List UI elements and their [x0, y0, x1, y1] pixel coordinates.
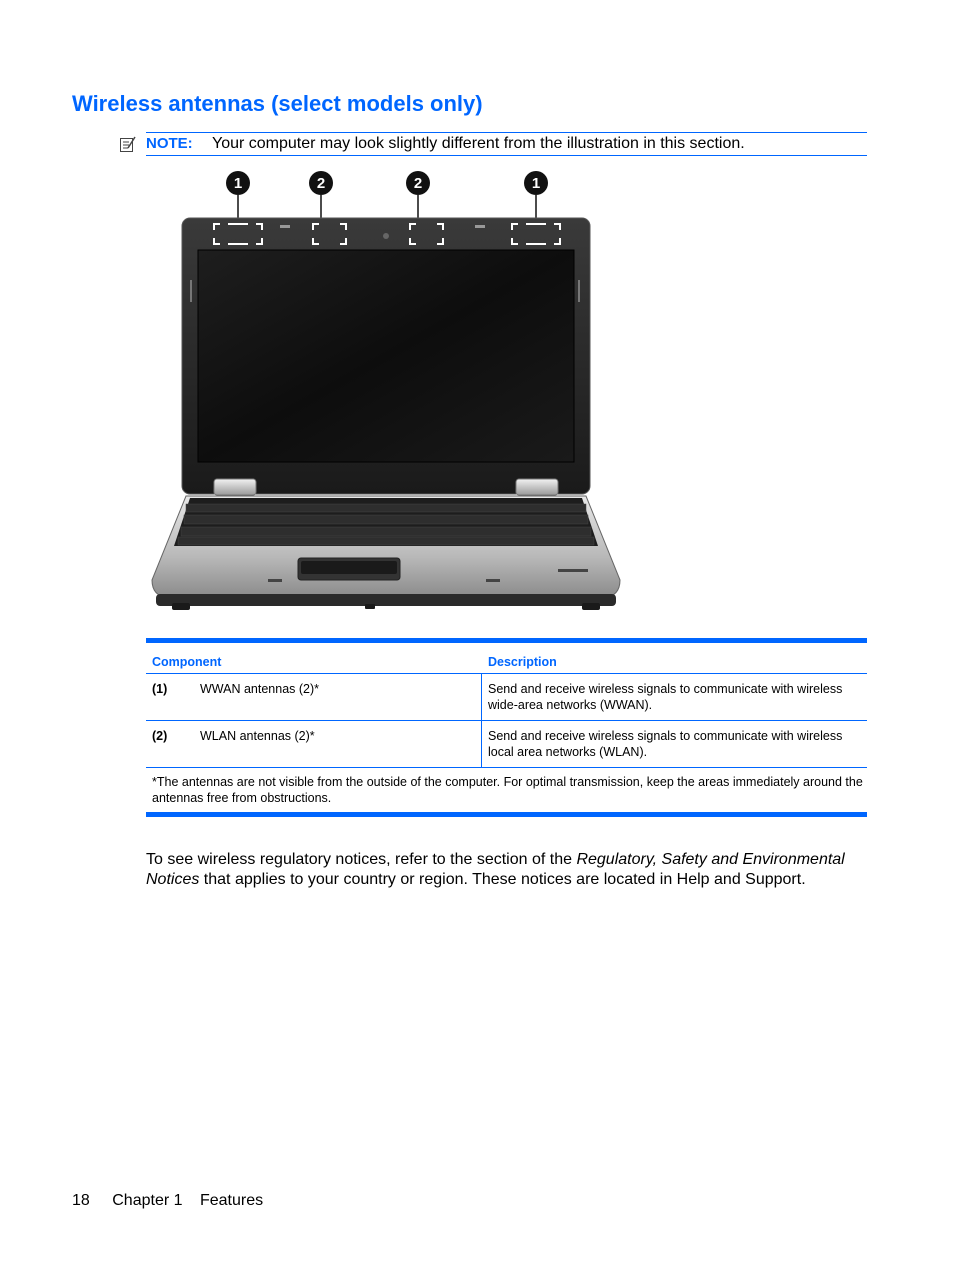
svg-text:2: 2: [316, 175, 326, 192]
row-component: WWAN antennas (2)*: [200, 682, 320, 696]
row-component: WLAN antennas (2)*: [200, 729, 315, 743]
row-description: Send and receive wireless signals to communicate with wireless wide-area networks (WWAN).: [488, 682, 843, 712]
svg-text:1: 1: [233, 175, 243, 192]
paragraph-text-start: To see wireless regulatory notices, refer to the section of the: [146, 851, 577, 868]
svg-text:2: 2: [413, 175, 423, 192]
components-table: [146, 638, 867, 817]
regulatory-paragraph: [146, 850, 867, 890]
page-number: 18: [72, 1192, 90, 1209]
table-footnote-row: [146, 768, 867, 812]
row-number: (2): [152, 729, 168, 743]
paragraph-text-end: that applies to your country or region. These notices are located in Help and Support.: [199, 871, 806, 888]
note-box: [146, 132, 867, 156]
note-icon: [119, 136, 136, 153]
svg-text:1: 1: [531, 175, 541, 192]
note-label: NOTE:: [146, 135, 193, 152]
table-row: [146, 674, 867, 721]
row-number: (1): [152, 682, 168, 696]
row-description: Send and receive wireless signals to communicate with wireless local area networks (WLAN).: [488, 729, 843, 759]
header-component: Component: [152, 655, 222, 669]
table-row: [146, 721, 867, 768]
table-footnote: *The antennas are not visible from the outside of the computer. For optimal transmission, keep the areas immediately around the antennas free from obstructions.: [152, 775, 863, 805]
chapter-label: Chapter 1: [112, 1192, 183, 1209]
paragraph-document-title: Regulatory, Safety and Environmental Notices: [146, 851, 845, 888]
section-label: Features: [199, 1192, 264, 1209]
table-header: [146, 643, 867, 674]
header-description: Description: [488, 655, 557, 669]
page-footer: [72, 1192, 263, 1210]
note-text: Your computer may look slightly different from the illustration in this section.: [212, 135, 745, 152]
page-title: Wireless antennas (select models only): [72, 91, 483, 116]
laptop-illustration: [150, 168, 622, 616]
